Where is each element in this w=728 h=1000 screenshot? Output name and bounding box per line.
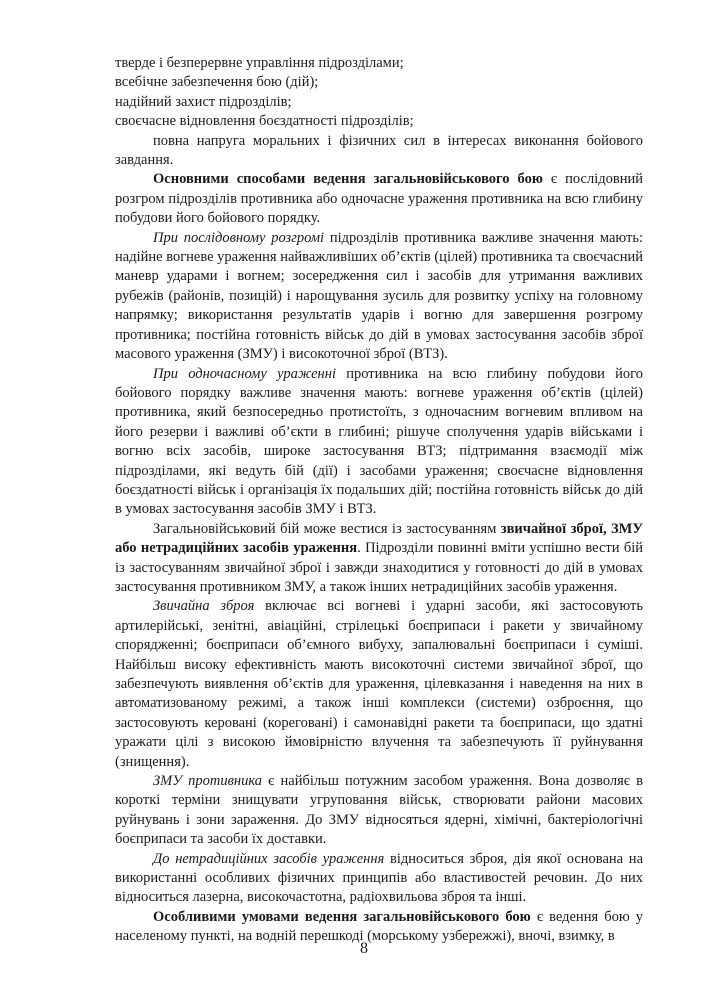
term-weapon-types: звичайної зброї, ЗМУ або нетрадиційних засобів ураження xyxy=(115,520,643,557)
term-simultaneous-strike: При одночасному ураженні xyxy=(153,365,336,382)
paragraph-conventional-weapons: Звичайна зброя включає всі вогневі і ударні засоби, які застосовують артилерійські, зенітні, авіаційні, стрілецькі боєприпаси і ракети у звичайному спорядженні; боєприпаси об’ємного вибуху, запалювальні боєприпаси і суміші. Найбільш високу ефективність мають високоточні системи звичайної зброї, що забезпечують виявлення об’єктів для ураження, цілевказання і наведення на них в автоматизованому режимі, а також інші комплекси (системи) озброєння, що застосовують керовані (кореговані) і самонавідні ракети та боєприпаси, що здатні уражати цілі з високою ймовірністю влучення та забезпечують її руйнування (знищення). xyxy=(115,598,644,770)
list-item: тверде і безперервне управління підрозділами; xyxy=(115,55,404,71)
paragraph-nontraditional-weapons: До нетрадиційних засобів ураження відноситься зброя, дія якої основана на використанні особливих фізичних принципів або властивостей речовин. До них відноситься лазерна, високочастотна, радіохвильова зброя та інші. xyxy=(115,850,644,906)
list-item: своєчасне відновлення боєздатності підрозділів; xyxy=(115,113,414,130)
term-wmd: ЗМУ противника xyxy=(153,773,263,790)
paragraph-simultaneous-strike: При одночасному ураженні противника на всю глибину побудови його бойового порядку важливе значення мають: вогневе ураження об’єктів (цілей) противника, який безпосередньо протистоїть, з одночасним вогневим впливом на його резерви і важливі об’єкти в глибині; рішуче сполучення ударів військами і вогню всіх засобів, широке застосування ВТЗ; підтримання взаємодії між підрозділами, які ведуть бій (дії) і засобами ураження; своєчасне відновлення боєздатності військ і організація їх подальших дій; постійна готовність військ до дій в умовах застосування засобів ЗМУ і ВТЗ. xyxy=(115,365,644,518)
paragraph-sequential-defeat: При послідовному розгромі підрозділів противника важливе значення мають: надійне вогневе ураження найважливіших об’єктів (цілей) противника та своєчасний маневр ударами і вогнем; зосередження сил і засобів для утримання важливих рубежів (районів, позицій) і нарощування зусиль для розвитку успіху на головному напрямку; використання результатів ударів і вогню для завершення розгрому противника; постійна готовність військ до дій в умовах застосування засобів зброї масового ураження (ЗМУ) і високоточної зброї (ВТЗ). xyxy=(115,229,644,363)
paragraph-combat-methods: Основними способами ведення загальновійськового бою є послідовний розгром підрозділів противника або одночасне ураження противника на всю глибину побудови його бойового порядку. xyxy=(115,171,643,227)
page-number: 8 xyxy=(360,940,368,957)
list-item: надійний захист підрозділів; xyxy=(115,93,292,110)
list-item: повна напруга моральних і фізичних сил в інтересах виконання бойового завдання. xyxy=(115,132,643,169)
term-nontraditional-weapons: До нетрадиційних засобів ураження xyxy=(153,850,385,867)
paragraph-wmd: ЗМУ противника є найбільш потужним засобом ураження. Вона дозволяє в короткі терміни знищувати угруповання військ, створювати райони масових руйнувань і зони зараження. До ЗМУ відносяться ядерні, хімічні, бактеріологічні боєприпаси та засоби їх доставки. xyxy=(115,773,643,848)
term-conventional-weapons: Звичайна зброя xyxy=(153,598,255,615)
term-sequential-defeat: При послідовному розгромі xyxy=(153,229,325,246)
document-page xyxy=(115,54,643,947)
paragraph-weapon-types: Загальновійськовий бій може вестися із застосуванням звичайної зброї, ЗМУ або нетрадиційних засобів ураження. Підрозділи повинні вміти успішно вести бій із застосуванням звичайної зброї і завжди знаходитися у готовності до дій в умовах застосування противником ЗМУ, а також інших нетрадиційних засобів ураження. xyxy=(115,520,643,595)
term-combat-methods: Основними способами ведення загальновійськового бою xyxy=(153,171,543,188)
term-special-conditions: Особливими умовами ведення загальновійськового бою xyxy=(153,908,531,925)
list-item: всебічне забезпечення бою (дій); xyxy=(115,74,319,91)
paragraph-special-conditions: Особливими умовами ведення загальновійськового бою є ведення бою у населеному пункті, на водній перешкоді (морському узбережжі), вночі, взимку, в xyxy=(115,908,643,945)
